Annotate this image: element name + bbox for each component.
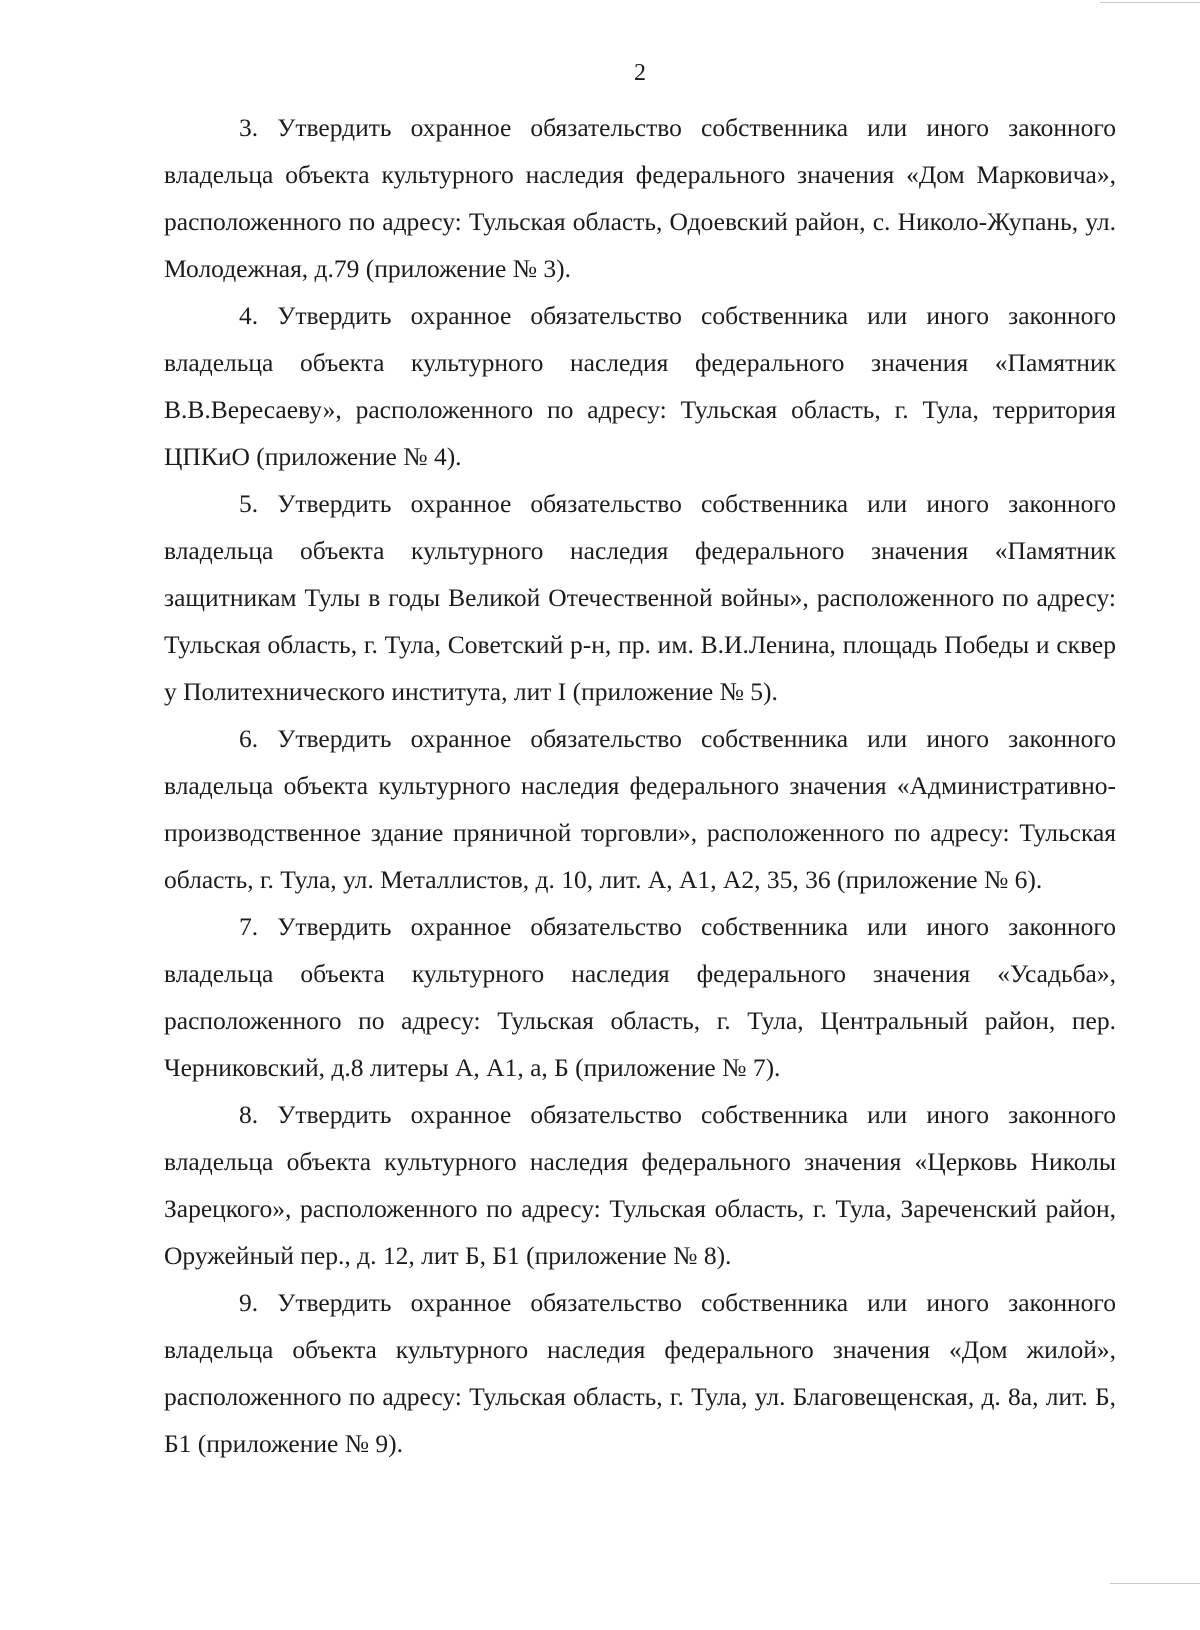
clause-3: 3. Утвердить охранное обязательство собственника или иного законного владельца объекта культурного наследия федерального значения «Дом Марковича», расположенного по адресу: Тульская область, Одоевский район, с. Николо-Жупань, ул. Молодежная, д.79 (приложение № 3). (164, 113, 1116, 283)
scan-edge-mark (1100, 2, 1200, 3)
clause-5: 5. Утвердить охранное обязательство собственника или иного законного владельца объекта культурного наследия федерального значения «Памятник защитникам Тулы в годы Великой Отечественной войны», расположенного по адресу: Тульская область, г. Тула, Советский р-н, пр. им. В.И.Ленина, площадь Победы и сквер у Политехнического института, лит I (приложение № 5). (164, 489, 1116, 706)
clause-8: 8. Утвердить охранное обязательство собственника или иного законного владельца объекта культурного наследия федерального значения «Церковь Николы Зарецкого», расположенного по адресу: Тульская область, г. Тула, Зареченский район, Оружейный пер., д. 12, лит Б, Б1 (приложение № 8). (164, 1100, 1116, 1270)
scan-edge-mark (1110, 1583, 1200, 1584)
document-body (164, 104, 1116, 1467)
clause-4: 4. Утвердить охранное обязательство собственника или иного законного владельца объекта культурного наследия федерального значения «Памятник В.В.Вересаеву», расположенного по адресу: Тульская область, г. Тула, территория ЦПКиО (приложение № 4). (164, 301, 1116, 471)
page-number: 2 (634, 60, 646, 86)
clause-9: 9. Утвердить охранное обязательство собственника или иного законного владельца объекта культурного наследия федерального значения «Дом жилой», расположенного по адресу: Тульская область, г. Тула, ул. Благовещенская, д. 8а, лит. Б, Б1 (приложение № 9). (164, 1288, 1116, 1458)
clause-7: 7. Утвердить охранное обязательство собственника или иного законного владельца объекта культурного наследия федерального значения «Усадьба», расположенного по адресу: Тульская область, г. Тула, Центральный район, пер. Черниковский, д.8 литеры А, А1, а, Б (приложение № 7). (164, 912, 1116, 1082)
clause-6: 6. Утвердить охранное обязательство собственника или иного законного владельца объекта культурного наследия федерального значения «Административно-производственное здание пряничной торговли», расположенного по адресу: Тульская область, г. Тула, ул. Металлистов, д. 10, лит. А, А1, А2, 35, 36 (приложение № 6). (164, 724, 1116, 894)
